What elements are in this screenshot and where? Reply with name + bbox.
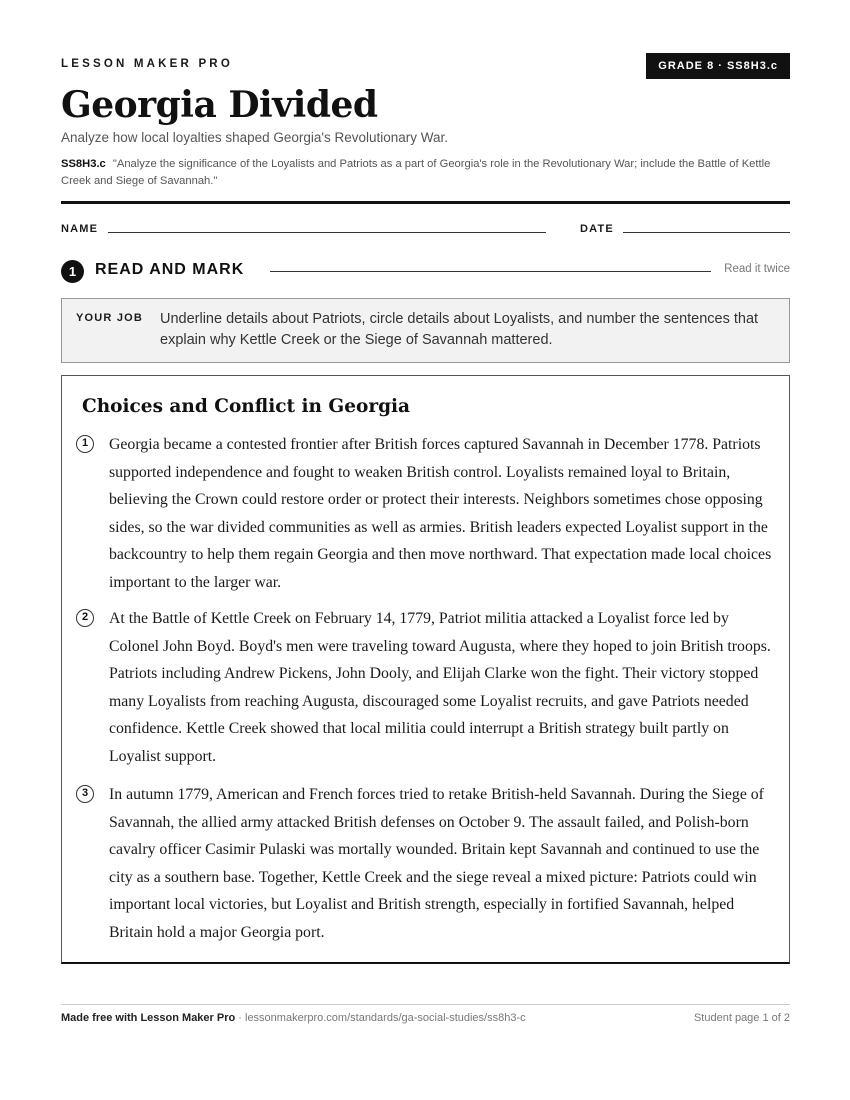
- name-line[interactable]: [108, 232, 546, 233]
- brand-name: LESSON MAKER PRO: [61, 58, 233, 70]
- footer-page-number: Student page 1 of 2: [693, 1012, 790, 1024]
- paragraph-1: [76, 431, 776, 597]
- page-title: Georgia Divided: [61, 84, 378, 126]
- paragraph-3: [76, 781, 776, 947]
- footer-made-with: Made free with Lesson Maker Pro: [61, 1012, 236, 1024]
- standard-code: SS8H3.c: [61, 158, 106, 170]
- your-job-label: YOUR JOB: [76, 312, 144, 324]
- name-label: NAME: [61, 223, 99, 235]
- paragraph-number-badge: 1: [76, 435, 94, 453]
- paragraph-text: In autumn 1779, American and French forces tried to retake British-held Savannah. During the Siege of Savannah, the allied army attacked British defenses on October 9. The assault failed, and Polish-born cavalry officer Casimir Pulaski was mortally wounded. Britain kept Savannah and continued to use the city as a southern base. Together, Kettle Creek and the siege reveal a mixed picture: Patriots could win important local victories, but Loyalist and British strength, especially in fortified Savannah, helped Britain hold a major Georgia port.: [109, 786, 764, 941]
- grade-badge: GRADE 8 · SS8H3.c: [646, 53, 790, 79]
- page-subtitle: Analyze how local loyalties shaped Georgia's Revolutionary War.: [61, 130, 449, 145]
- footer-url[interactable]: · lessonmakerpro.com/standards/ga-social-studies/ss8h3-c: [235, 1012, 526, 1024]
- worksheet-page: [61, 0, 790, 1100]
- section-number-badge: 1: [61, 260, 84, 283]
- paragraph-number-badge: 3: [76, 785, 94, 803]
- standard-text: "Analyze the significance of the Loyalists and Patriots as a part of Georgia's role in the Revolutionary War; include the Battle of Kettle Creek and Siege of Savannah.": [61, 158, 771, 187]
- date-line[interactable]: [623, 232, 790, 233]
- reading-passage: [61, 375, 790, 964]
- date-label: DATE: [580, 223, 614, 235]
- reading-title: Choices and Conflict in Georgia: [82, 396, 411, 417]
- your-job-instructions: Underline details about Patriots, circle details about Loyalists, and number the sentences that explain why Kettle Creek or the Siege of Savannah mattered.: [160, 311, 759, 348]
- footer-divider: [61, 1004, 790, 1005]
- section-note: Read it twice: [724, 263, 790, 275]
- standard-description: [61, 156, 790, 190]
- paragraph-2: [76, 605, 776, 771]
- paragraph-text: Georgia became a contested frontier after British forces captured Savannah in December 1778. Patriots supported independence and fought to weaken British control. Loyalists remained loyal to Britain, believing the Crown could restore order or protect their interests. Neighbors sometimes chose opposing sides, so the war divided communities as well as armies. British leaders expected Loyalist support in the backcountry to help them regain Georgia and then move northward. That expectation made local choices important to the larger war.: [109, 436, 772, 591]
- paragraph-number-badge: 2: [76, 609, 94, 627]
- your-job-box: [61, 298, 790, 363]
- section-divider: [270, 271, 711, 272]
- header-divider: [61, 201, 790, 204]
- section-title: READ AND MARK: [95, 261, 245, 278]
- footer-credit: [61, 1012, 526, 1024]
- paragraph-text: At the Battle of Kettle Creek on February 14, 1779, Patriot militia attacked a Loyalist force led by Colonel John Boyd. Boyd's men were traveling toward Augusta, where they hoped to join British troops. Patriots including Andrew Pickens, John Dooly, and Elijah Clarke won the fight. Their victory stopped many Loyalists from reaching Augusta, discouraged some Loyalist recruits, and gave Patriots needed confidence. Kettle Creek showed that local militia could interrupt a British strategy built partly on Loyalist support.: [109, 610, 771, 765]
